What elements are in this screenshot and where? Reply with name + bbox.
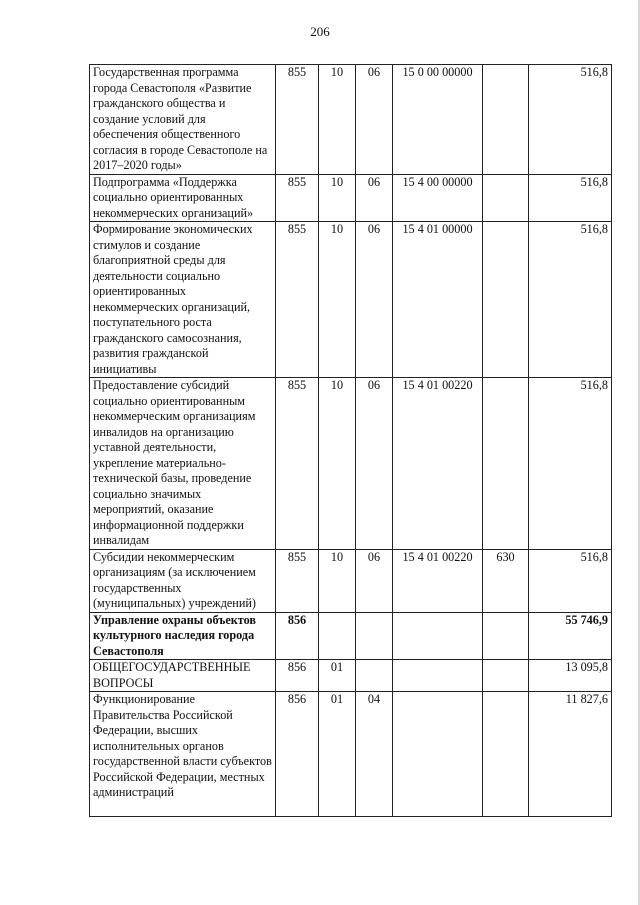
row-gr: 856 xyxy=(276,692,319,817)
table-row xyxy=(90,222,612,378)
row-gr: 856 xyxy=(276,660,319,692)
table-row xyxy=(90,549,612,612)
budget-table xyxy=(89,64,612,817)
row-sum: 516,8 xyxy=(529,222,612,378)
row-vr xyxy=(483,692,529,817)
row-gr: 855 xyxy=(276,222,319,378)
row-rz: 10 xyxy=(319,549,356,612)
row-gr: 855 xyxy=(276,549,319,612)
row-rz: 01 xyxy=(319,692,356,817)
row-pr: 06 xyxy=(356,549,393,612)
row-sum: 516,8 xyxy=(529,174,612,222)
row-rz: 10 xyxy=(319,378,356,550)
row-gr: 856 xyxy=(276,612,319,660)
row-rz xyxy=(319,612,356,660)
row-csr: 15 0 00 00000 xyxy=(393,65,483,175)
table-row xyxy=(90,692,612,817)
table-row xyxy=(90,660,612,692)
row-sum: 516,8 xyxy=(529,65,612,175)
row-pr: 06 xyxy=(356,174,393,222)
row-pr: 04 xyxy=(356,692,393,817)
row-rz: 10 xyxy=(319,65,356,175)
table-row xyxy=(90,65,612,175)
row-vr xyxy=(483,65,529,175)
row-csr xyxy=(393,692,483,817)
row-gr: 855 xyxy=(276,378,319,550)
row-sum: 55 746,9 xyxy=(529,612,612,660)
row-pr: 06 xyxy=(356,222,393,378)
table-row xyxy=(90,378,612,550)
row-csr: 15 4 01 00220 xyxy=(393,378,483,550)
row-gr: 855 xyxy=(276,174,319,222)
row-vr xyxy=(483,222,529,378)
row-vr xyxy=(483,660,529,692)
row-csr xyxy=(393,612,483,660)
row-gr: 855 xyxy=(276,65,319,175)
row-csr: 15 4 01 00000 xyxy=(393,222,483,378)
row-name: Формирование экономических стимулов и создание благоприятной среды для деятельности социально ориентированных некоммерческих организаций, поступательного роста гражданского самосознания, развития гражданской инициативы xyxy=(90,222,276,378)
page-number: 206 xyxy=(310,24,330,39)
row-rz: 01 xyxy=(319,660,356,692)
row-vr xyxy=(483,174,529,222)
row-csr xyxy=(393,660,483,692)
row-name: Подпрограмма «Поддержка социально ориентированных некоммерческих организаций» xyxy=(90,174,276,222)
row-vr: 630 xyxy=(483,549,529,612)
table-row xyxy=(90,174,612,222)
table-row xyxy=(90,612,612,660)
row-pr: 06 xyxy=(356,65,393,175)
row-rz: 10 xyxy=(319,174,356,222)
row-pr: 06 xyxy=(356,378,393,550)
row-name: Функционирование Правительства Российской Федерации, высших исполнительных органов государственной власти субъектов Российской Федерации, местных администраций xyxy=(90,692,276,817)
row-csr: 15 4 00 00000 xyxy=(393,174,483,222)
row-name: Субсидии некоммерческим организациям (за исключением государственных (муниципальных) учреждений) xyxy=(90,549,276,612)
row-rz: 10 xyxy=(319,222,356,378)
row-name: Государственная программа города Севастополя «Развитие гражданского общества и создание условий для обеспечения общественного согласия в городе Севастополе на 2017–2020 годы» xyxy=(90,65,276,175)
row-vr xyxy=(483,378,529,550)
row-name: Управление охраны объектов культурного наследия города Севастополя xyxy=(90,612,276,660)
row-pr xyxy=(356,660,393,692)
row-vr xyxy=(483,612,529,660)
row-sum: 11 827,6 xyxy=(529,692,612,817)
row-sum: 13 095,8 xyxy=(529,660,612,692)
row-sum: 516,8 xyxy=(529,549,612,612)
row-name: ОБЩЕГОСУДАРСТВЕННЫЕ ВОПРОСЫ xyxy=(90,660,276,692)
row-sum: 516,8 xyxy=(529,378,612,550)
row-pr xyxy=(356,612,393,660)
row-csr: 15 4 01 00220 xyxy=(393,549,483,612)
row-name: Предоставление субсидий социально ориентированным некоммерческим организациям инвалидов на организацию уставной деятельности, укрепление материально-технической базы, проведение социально значимых мероприятий, оказание информационной поддержки инвалидам xyxy=(90,378,276,550)
